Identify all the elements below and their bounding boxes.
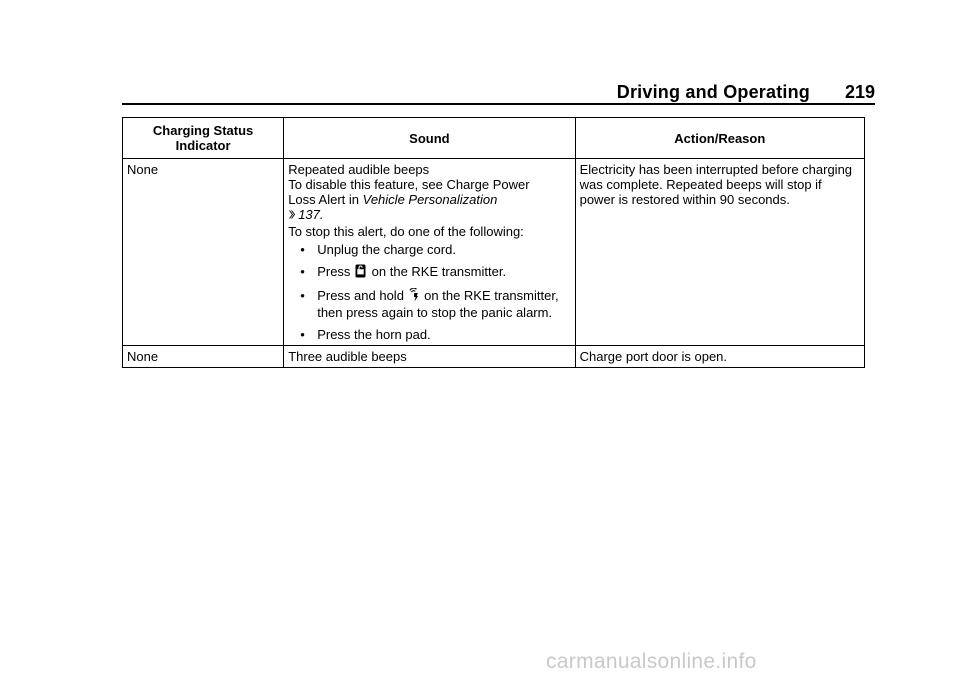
indicator-cell: None <box>123 159 284 346</box>
see-reference-line <box>288 192 570 207</box>
list-item <box>288 242 570 257</box>
bullet: • <box>300 264 305 279</box>
column-header-indicator: Charging Status Indicator <box>123 118 284 159</box>
indicator-cell: None <box>123 346 284 368</box>
charging-status-table <box>122 117 865 368</box>
stop-instruction: To stop this alert, do one of the following: <box>288 224 524 239</box>
list-item <box>288 264 570 281</box>
sound-cell <box>284 159 575 346</box>
action-cell <box>575 159 864 346</box>
bullet: • <box>300 288 305 303</box>
bullet: • <box>300 242 305 257</box>
list-item-text-suffix: on the RKE transmitter, then press again to stop the panic alarm. <box>317 288 559 320</box>
watermark: carmanualsonline.info <box>546 650 757 673</box>
disable-instruction: To disable this feature, see Charge Power <box>288 177 530 192</box>
page-reference-number: 137. <box>298 207 324 222</box>
header-rule <box>122 103 875 105</box>
table-row <box>123 346 865 368</box>
list-item-text-suffix: on the RKE transmitter. <box>368 264 507 279</box>
rke-unlock-icon <box>355 264 366 281</box>
action-cell: Charge port door is open. <box>575 346 864 368</box>
list-item-text: Press the horn pad. <box>317 327 431 342</box>
list-item-text-prefix: Press and hold <box>317 288 408 303</box>
stop-options-list <box>288 242 570 342</box>
page-header <box>122 82 875 102</box>
list-item-text: Unplug the charge cord. <box>317 242 456 257</box>
list-item <box>288 327 570 342</box>
table-row <box>123 159 865 346</box>
column-header-action: Action/Reason <box>575 118 864 159</box>
page-reference[interactable] <box>288 207 570 224</box>
action-reason-text: Electricity has been interrupted before charging was complete. Repeated beeps will stop if power is restored within 90 seconds. <box>579 162 853 207</box>
sound-cell: Three audible beeps <box>284 346 575 368</box>
list-item <box>288 288 570 320</box>
list-item-text-prefix: Press <box>317 264 355 279</box>
section-title: Driving and Operating <box>616 82 810 102</box>
column-header-sound: Sound <box>284 118 575 159</box>
sound-text: Repeated audible beeps <box>288 162 430 177</box>
see-reference-title: Vehicle Personalization <box>362 192 498 207</box>
reference-arrow-icon <box>288 209 295 224</box>
page-number: 219 <box>844 82 875 102</box>
bullet: • <box>300 327 305 342</box>
rke-remote-start-icon <box>409 288 419 305</box>
table-header-row <box>123 118 865 159</box>
see-prefix: Loss Alert in <box>288 192 363 207</box>
